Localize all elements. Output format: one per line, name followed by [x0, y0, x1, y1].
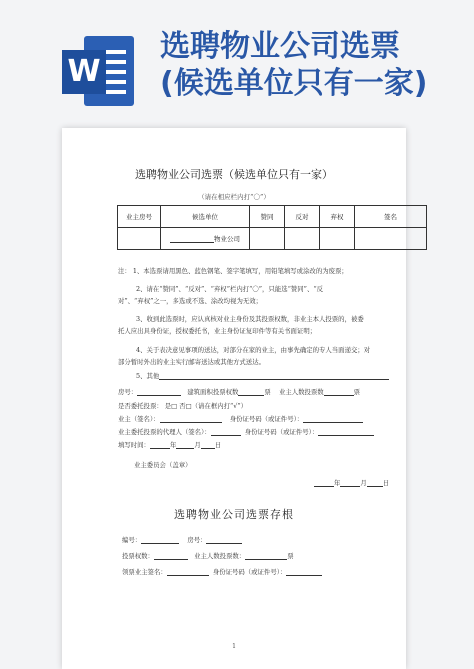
fill-year-label: 年 — [169, 441, 177, 449]
fill-day-field[interactable] — [201, 441, 215, 449]
heading-line-1: 选聘物业公司选票 — [160, 29, 400, 64]
fill-day-label: 日 — [214, 441, 222, 449]
word-app-icon — [62, 36, 136, 106]
agent-sign-row — [118, 427, 374, 436]
room-votes-row — [118, 387, 360, 396]
owner-sign-label: 业主（签名）： — [118, 415, 160, 423]
owner-id-label: 身份证号码（或证件号）： — [229, 415, 304, 423]
stub-number-label: 编号： — [122, 536, 142, 544]
stub-votes-unit: 票 — [287, 552, 294, 560]
agent-id-field[interactable] — [318, 428, 374, 436]
committee-seal: 业主委员会（盖章） — [134, 461, 192, 469]
cell-oppose[interactable] — [285, 228, 320, 250]
word-icon-letter: W — [62, 50, 106, 94]
fill-time-row — [118, 440, 221, 449]
col-header-approve: 赞同 — [250, 206, 285, 228]
fill-month-label: 月 — [194, 441, 201, 449]
date-month-field[interactable] — [340, 479, 360, 487]
candidate-company: 物业公司 — [214, 235, 240, 243]
area-votes-field[interactable] — [238, 388, 264, 396]
fill-month-field[interactable] — [176, 441, 194, 449]
stub-room-label: 房号： — [187, 536, 207, 544]
entrust-row[interactable]: 是否委托投票： 是□ 否□（请在框内打“√”） — [118, 402, 247, 410]
col-header-oppose: 反对 — [285, 206, 320, 228]
col-header-room: 业主房号 — [118, 206, 161, 228]
stub-room-field[interactable] — [206, 536, 242, 544]
ballot-table — [117, 205, 427, 250]
area-votes-unit: 票 — [264, 388, 271, 396]
stub-owner-votes-field[interactable] — [245, 552, 287, 560]
cell-approve[interactable] — [250, 228, 285, 250]
other-field[interactable] — [159, 372, 389, 380]
col-header-signature: 签名 — [355, 206, 427, 228]
stub-sign-row — [122, 567, 322, 576]
date-month-label: 月 — [360, 479, 367, 487]
date-day-label: 日 — [382, 479, 390, 487]
owner-votes-label: 业主人数投票数 — [278, 388, 324, 396]
agent-sign-field[interactable] — [211, 428, 241, 436]
stub-votes-row — [122, 551, 294, 560]
owner-sign-row — [118, 414, 363, 423]
agent-id-label: 身份证号码（或证件号）： — [244, 428, 319, 436]
note-line-3: 对”、“弃权”之一，多选或不选、涂改均视为无效； — [118, 297, 263, 305]
stub-votes-label: 投票权数： — [122, 552, 154, 560]
owner-votes-field[interactable] — [324, 388, 354, 396]
area-votes-label: 建筑面积投票权数 — [187, 388, 239, 396]
stub-number-row — [122, 535, 242, 544]
note-line-2: 2、请在“赞同”、“反对”、“弃权”栏内打“〇”，只能选“赞同”、“反 — [136, 285, 323, 293]
ballot-title: 选聘物业公司选票（候选单位只有一家） — [135, 168, 333, 181]
table-header-row — [118, 206, 427, 228]
stub-title: 选聘物业公司选票存根 — [174, 508, 294, 521]
cell-room[interactable] — [118, 228, 161, 250]
cell-signature[interactable] — [355, 228, 427, 250]
stub-id-label: 身份证号码（或证件号）： — [212, 568, 287, 576]
stub-votes-field[interactable] — [154, 552, 188, 560]
cell-candidate — [161, 228, 250, 250]
stub-owner-votes-label: 业主人数投票数： — [194, 552, 246, 560]
date-year-field[interactable] — [314, 479, 334, 487]
page-number: 1 — [232, 643, 236, 650]
other-label: 5、其他 — [136, 372, 160, 380]
page-heading — [160, 28, 470, 102]
col-header-candidate: 候选单位 — [161, 206, 250, 228]
stub-number-field[interactable] — [141, 536, 179, 544]
cell-abstain[interactable] — [320, 228, 355, 250]
room-field[interactable] — [137, 388, 181, 396]
col-header-abstain: 弃权 — [320, 206, 355, 228]
fill-time-label: 填写时间： — [118, 441, 150, 449]
date-day-field[interactable] — [367, 479, 383, 487]
agent-sign-label: 业主委托投票的代理人（签名）： — [118, 428, 211, 436]
ballot-instruction: （请在相应栏内打“〇”） — [198, 193, 270, 201]
note-line-8 — [136, 371, 389, 380]
owner-votes-unit: 票 — [353, 388, 361, 396]
table-row — [118, 228, 427, 250]
heading-line-2: (候选单位只有一家) — [160, 66, 428, 101]
note-line-6: 4、关于表决意见事项的送达，对部分在家的业主，由事先确定的专人当面递交；对 — [136, 346, 371, 354]
committee-date — [314, 478, 389, 487]
note-line-1: 注： 1、本选票请用黑色、蓝色钢笔、签字笔填写，用铅笔填写或涂改的为废票； — [118, 267, 348, 275]
document-page — [62, 128, 406, 669]
stub-sign-label: 领票业主签名： — [122, 568, 167, 576]
note-line-7: 部分暂时外出的业主实行邮寄送达或其他方式送达。 — [118, 358, 265, 366]
stub-sign-field[interactable] — [167, 568, 209, 576]
note-line-4: 3、收到此选票时，应认真核对业主身份及其投票权数，非业主本人投票的，被委 — [136, 315, 364, 323]
room-label: 房号： — [118, 388, 138, 396]
date-year-label: 年 — [334, 479, 341, 487]
note-line-5: 托人应出具身份证，授权委托书，业主身份证复印件等有关书面证明； — [118, 327, 317, 335]
owner-sign-field[interactable] — [160, 415, 222, 423]
fill-year-field[interactable] — [150, 441, 170, 449]
stub-id-field[interactable] — [286, 568, 322, 576]
owner-id-field[interactable] — [303, 415, 363, 423]
